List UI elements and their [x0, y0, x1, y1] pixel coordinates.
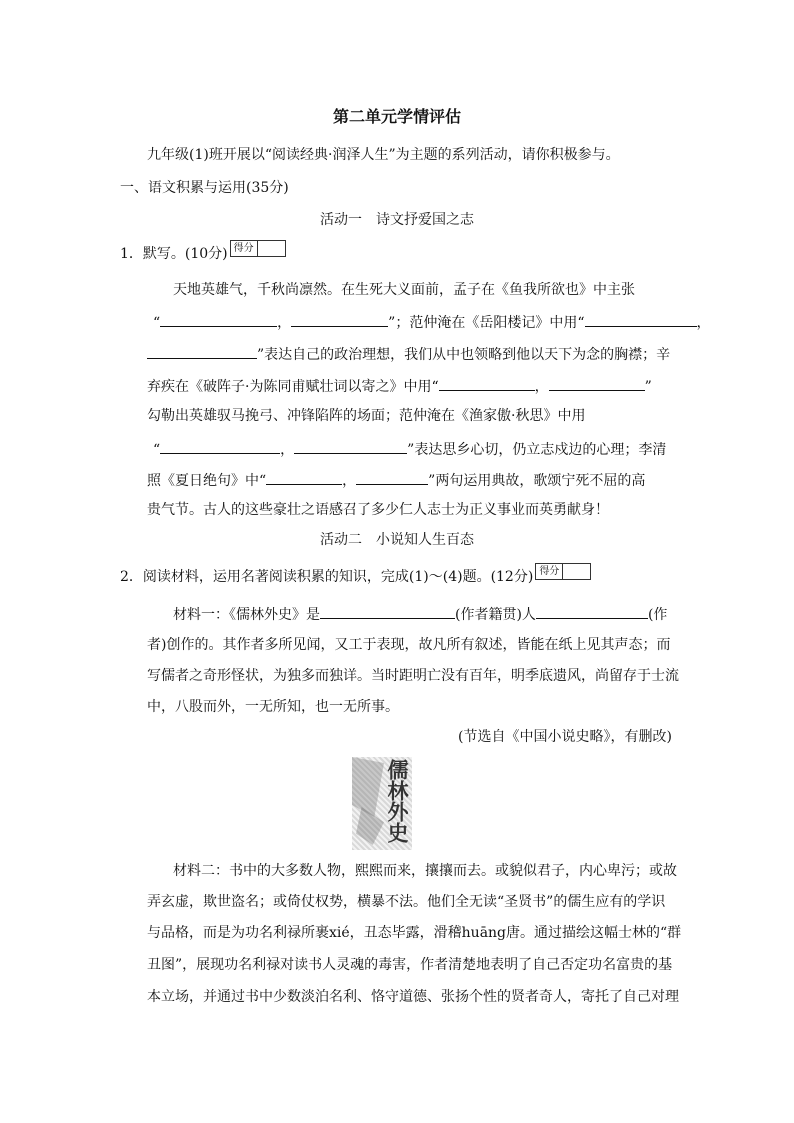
score-label: 得分	[536, 564, 563, 579]
q1-text-segment: ”；范仲淹在《岳阳楼记》中用“	[388, 315, 585, 331]
m2-line-3: 与品格，而是为功名利禄所裹xié，丑态毕露，滑稽huāng唐。通过描绘这幅士林的“群	[147, 925, 682, 941]
m2-line-1: 材料二：书中的大多数人物，熙熙而来，攘攘而去。或貌似君子，内心卑污；或故	[173, 863, 677, 879]
activity-one-heading: 活动一 诗文抒爱国之志	[320, 212, 474, 228]
answer-blank[interactable]	[160, 311, 277, 327]
m1-text-segment: (作者籍贯)人	[455, 607, 536, 623]
m1-line-2: 者)创作的。其作者多所见闻，又工于表现，故凡所有叙述，皆能在纸上见其声态；而	[147, 637, 671, 653]
m1-line-4: 中，八股而外，一无所知，也一无所事。	[147, 699, 399, 715]
q1-text-segment: 照《夏日绝句》中“	[147, 473, 267, 489]
m1-text-segment: 材料一：《儒林外史》是	[173, 607, 320, 623]
answer-blank[interactable]	[147, 343, 257, 359]
comma: ，	[277, 315, 292, 331]
quote-close: ”	[644, 379, 652, 395]
question-one-label: 1．默写。(10分)	[120, 246, 228, 262]
m2-line-4: 丑图”，展现功名利禄对读书人灵魂的毒害，作者清楚地表明了自己否定功名富贵的基	[147, 957, 673, 973]
answer-blank[interactable]	[439, 375, 535, 391]
book-cover-image	[352, 757, 412, 850]
q1-line-1: 天地英雄气，千秋尚凛然。在生死大义面前，孟子在《鱼我所欲也》中主张	[173, 282, 635, 298]
answer-blank[interactable]	[291, 311, 388, 327]
answer-blank[interactable]	[536, 603, 648, 619]
q1-line-7	[147, 469, 645, 491]
question-two-label: 2．阅读材料，运用名著阅读积累的知识，完成(1)～(4)题。(12分)	[120, 569, 534, 585]
q1-line-4	[147, 375, 652, 397]
page-title: 第二单元学情评估	[332, 107, 461, 126]
q1-text-segment: ”表达自己的政治理想，我们从中也领略到他以天下为念的胸襟；辛	[257, 347, 671, 363]
answer-blank[interactable]	[294, 438, 407, 454]
m1-line-3: 写儒者之奇形怪状，为独多而独详。当时距明亡没有百年，明季底遗风，尚留存于士流	[147, 668, 679, 684]
score-box[interactable]	[230, 240, 286, 257]
answer-blank[interactable]	[320, 603, 455, 619]
answer-blank[interactable]	[549, 375, 645, 391]
comma: ，	[534, 379, 549, 395]
cover-decoration	[356, 807, 384, 845]
section-heading: 一、语文积累与运用(35分)	[120, 180, 289, 196]
comma: ，	[280, 442, 295, 458]
m2-line-2: 弄玄虚，欺世盗名；或倚仗权势，横暴不法。他们全无读“圣贤书”的儒生应有的学识	[147, 894, 666, 910]
q1-line-6	[153, 438, 666, 460]
answer-blank[interactable]	[266, 469, 342, 485]
question-two	[120, 567, 591, 587]
q1-text-segment: ”两句运用典故，歌颂宁死不屈的高	[428, 473, 646, 489]
q1-text-segment: 弃疾在《破阵子·为陈同甫赋壮词以寄之》中用“	[147, 379, 439, 395]
q1-line-5: 勾勒出英雄驭马挽弓、冲锋陷阵的场面；范仲淹在《渔家傲·秋思》中用	[147, 408, 586, 424]
answer-blank[interactable]	[160, 438, 280, 454]
q1-text-segment: ”表达思乡心切，仍立志戍边的心理；李清	[407, 442, 667, 458]
cover-decoration	[352, 757, 384, 817]
answer-blank[interactable]	[585, 311, 697, 327]
m1-line-1	[173, 603, 667, 625]
m1-text-segment: (作	[647, 607, 668, 623]
answer-blank[interactable]	[356, 469, 428, 485]
score-box[interactable]	[535, 563, 591, 580]
quote-open: “	[153, 315, 161, 331]
intro-text: 九年级(1)班开展以“阅读经典·润泽人生”为主题的系列活动，请你积极参与。	[147, 147, 620, 163]
book-cover-title: 儒林外史	[385, 759, 410, 843]
material-source: (节选自《中国小说史略》，有删改)	[458, 729, 672, 745]
q1-line-2	[153, 311, 711, 333]
activity-two-heading: 活动二 小说知人生百态	[320, 532, 474, 548]
comma: ，	[342, 473, 357, 489]
quote-open: “	[153, 442, 161, 458]
q1-line-3	[147, 343, 670, 365]
m2-line-5: 本立场，并通过书中少数淡泊名利、恪守道德、张扬个性的贤者奇人，寄托了自己对理	[147, 989, 679, 1005]
q1-line-8: 贵气节。古人的这些豪壮之语感召了多少仁人志士为正义事业而英勇献身！	[147, 502, 609, 518]
question-one	[120, 244, 286, 264]
score-label: 得分	[231, 241, 258, 256]
comma: ，	[696, 315, 711, 331]
